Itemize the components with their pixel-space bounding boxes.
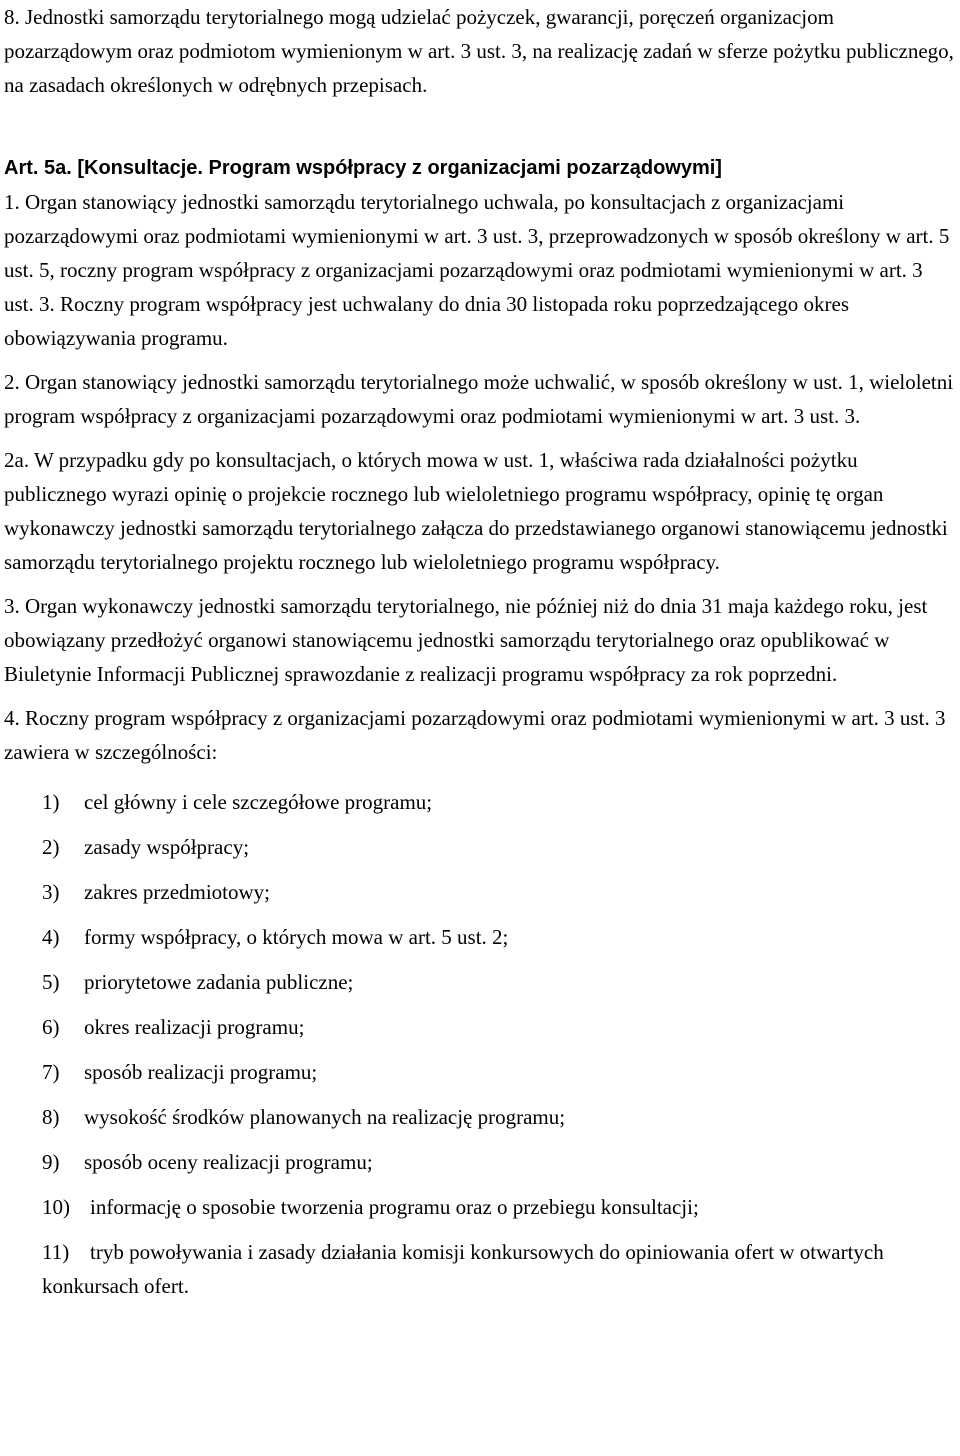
- paragraph-8: 8. Jednostki samorządu terytorialnego mogą udzielać pożyczek, gwarancji, poręczeń organizacjom pozarządowym oraz podmiotom wymienionym w art. 3 ust. 3, na realizację zadań w sferze pożytku publicznego, na zasadach określonych w odrębnych przepisach.: [4, 5, 954, 97]
- list-item: [4, 1055, 956, 1089]
- paragraph-ust-4: 4. Roczny program współpracy z organizacjami pozarządowymi oraz podmiotami wymienionymi w art. 3 ust. 3 zawiera w szczególności:: [4, 706, 946, 764]
- enumerated-list: [4, 785, 956, 1303]
- list-item-text: formy współpracy, o których mowa w art. 5 ust. 2;: [84, 925, 509, 949]
- list-item-number: 7): [42, 1060, 60, 1084]
- list-item: [4, 785, 956, 819]
- list-item-text: wysokość środków planowanych na realizację programu;: [84, 1105, 566, 1129]
- list-item-number: 11): [42, 1240, 70, 1264]
- list-item: [4, 920, 956, 954]
- list-item-text: tryb powoływania i zasady działania komisji konkursowych do opiniowania ofert w otwartych konkursach ofert.: [42, 1240, 884, 1298]
- list-item: [4, 1190, 956, 1224]
- list-item: [4, 1235, 956, 1303]
- paragraph-ust-2a: 2a. W przypadku gdy po konsultacjach, o których mowa w ust. 1, właściwa rada działalności pożytku publicznego wyrazi opinię o projekcie rocznego lub wieloletniego programu współpracy, opinię tę organ wykonawczy jednostki samorządu terytorialnego załącza do przedstawianego organowi stanowiącemu jednostki samorządu terytorialnego projektu rocznego lub wieloletniego programu współpracy.: [4, 448, 948, 574]
- list-item-text: zasady współpracy;: [84, 835, 250, 859]
- list-item-number: 2): [42, 835, 60, 859]
- list-item-text: priorytetowe zadania publiczne;: [84, 970, 354, 994]
- list-item-number: 6): [42, 1015, 60, 1039]
- list-item-number: 9): [42, 1150, 60, 1174]
- list-item-number: 4): [42, 925, 60, 949]
- list-item-text: informację o sposobie tworzenia programu oraz o przebiegu konsultacji;: [90, 1195, 699, 1219]
- list-item-number: 10): [42, 1195, 70, 1219]
- article-heading: Art. 5a. [Konsultacje. Program współpracy z organizacjami pozarządowymi]: [4, 157, 722, 179]
- list-item: [4, 1010, 956, 1044]
- list-item-number: 5): [42, 970, 60, 994]
- list-item-number: 8): [42, 1105, 60, 1129]
- list-item-text: sposób oceny realizacji programu;: [84, 1150, 373, 1174]
- document-page: [4, 0, 956, 1303]
- list-item-number: 1): [42, 790, 60, 814]
- list-item-text: sposób realizacji programu;: [84, 1060, 318, 1084]
- list-item: [4, 875, 956, 909]
- list-item: [4, 1145, 956, 1179]
- list-item-number: 3): [42, 880, 60, 904]
- list-item-text: cel główny i cele szczegółowe programu;: [84, 790, 433, 814]
- list-item: [4, 965, 956, 999]
- paragraph-ust-2: 2. Organ stanowiący jednostki samorządu terytorialnego może uchwalić, w sposób określony w ust. 1, wieloletni program współpracy z organizacjami pozarządowymi oraz podmiotami wymienionymi w art. 3 ust. 3.: [4, 370, 954, 428]
- list-item-text: zakres przedmiotowy;: [84, 880, 271, 904]
- list-item-text: okres realizacji programu;: [84, 1015, 305, 1039]
- list-item: [4, 830, 956, 864]
- list-item: [4, 1100, 956, 1134]
- paragraph-ust-1: 1. Organ stanowiący jednostki samorządu terytorialnego uchwala, po konsultacjach z organizacjami pozarządowymi oraz podmiotami wymienionymi w art. 3 ust. 3, przeprowadzonych w sposób określony w art. 5 ust. 5, roczny program współpracy z organizacjami pozarządowymi oraz podmiotami wymienionymi w art. 3 ust. 3. Roczny program współpracy jest uchwalany do dnia 30 listopada roku poprzedzającego okres obowiązywania programu.: [4, 190, 950, 350]
- paragraph-ust-3: 3. Organ wykonawczy jednostki samorządu terytorialnego, nie później niż do dnia 31 maja każdego roku, jest obowiązany przedłożyć organowi stanowiącemu jednostki samorządu terytorialnego oraz opublikować w Biuletynie Informacji Publicznej sprawozdanie z realizacji programu współpracy za rok poprzedni.: [4, 594, 928, 686]
